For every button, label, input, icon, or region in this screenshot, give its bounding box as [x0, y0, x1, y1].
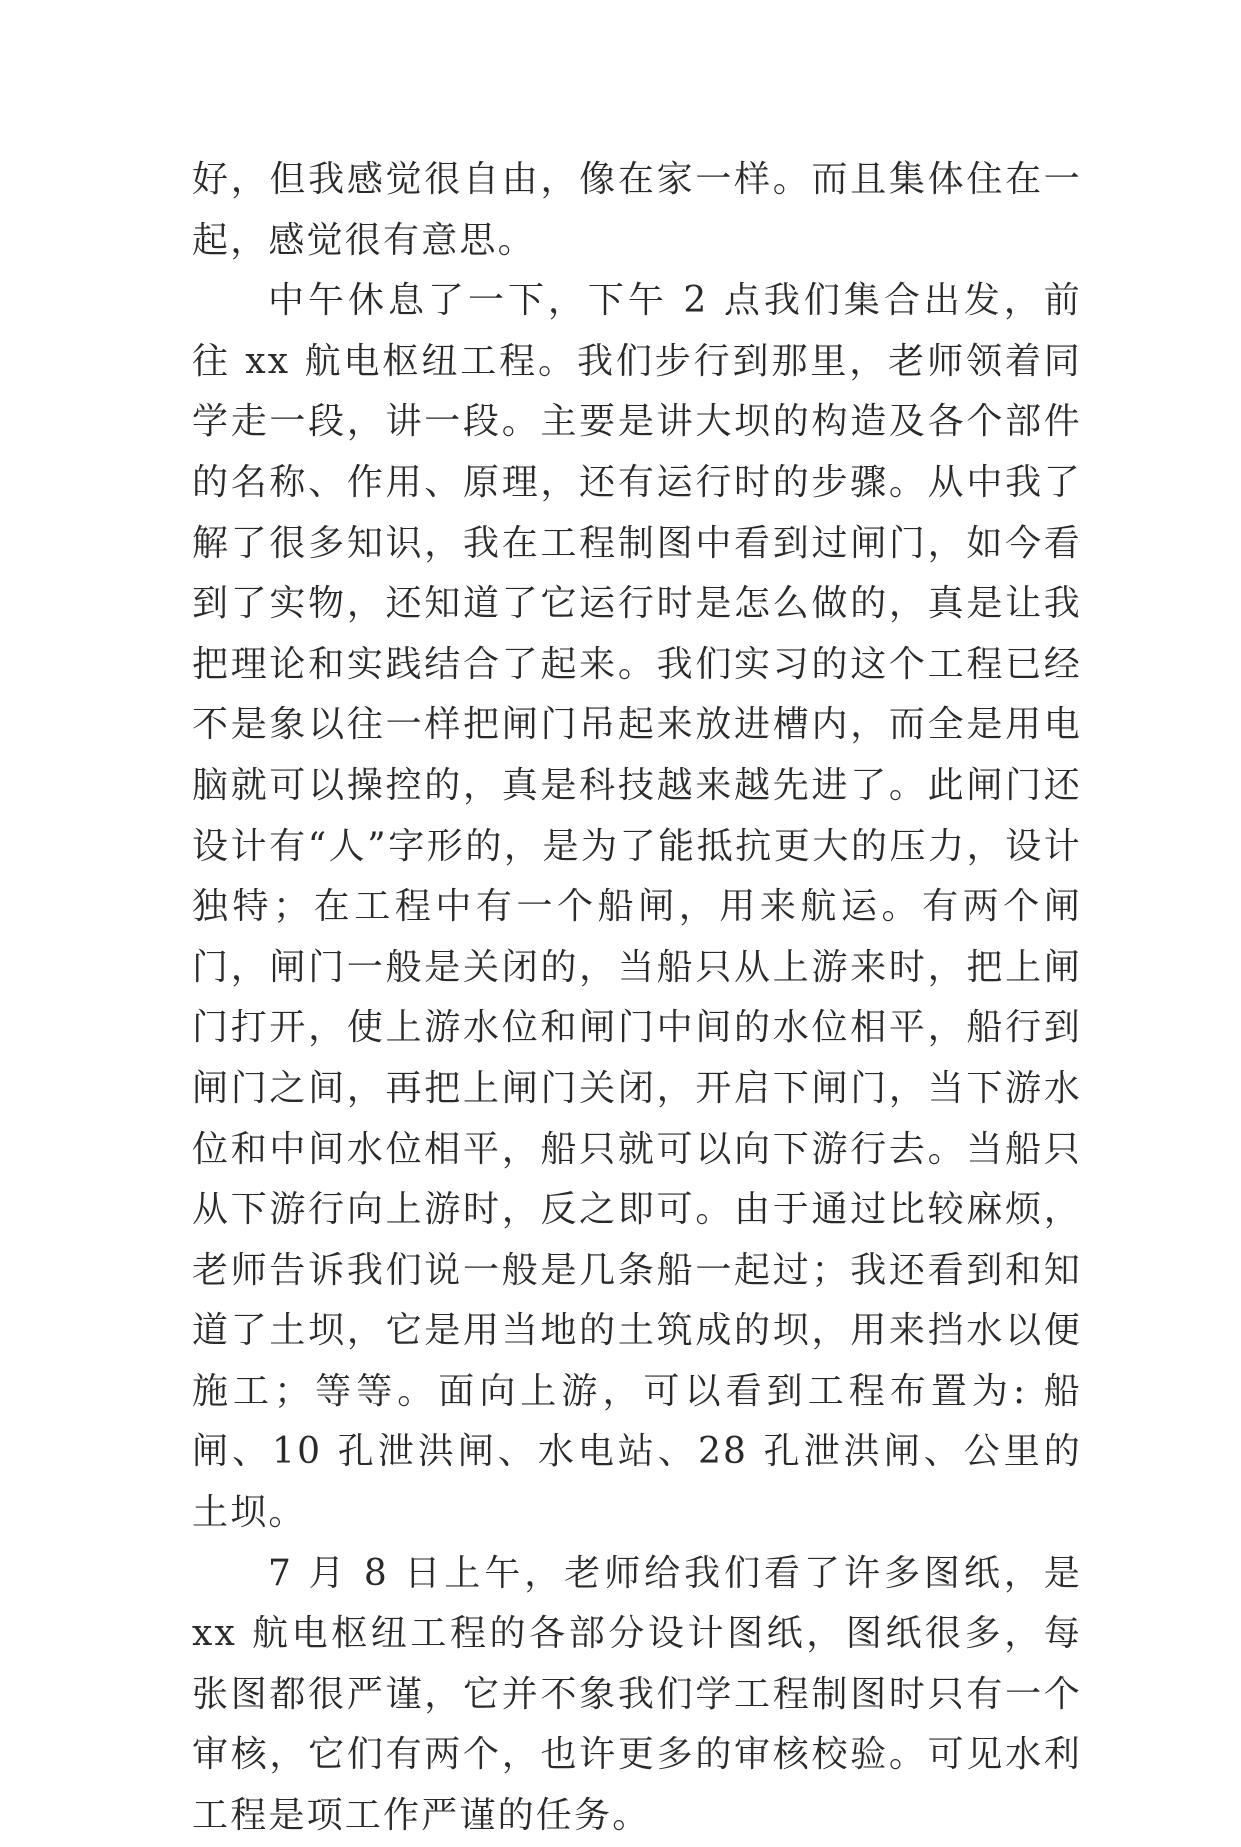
paragraph-2: 中午休息了一下，下午 2 点我们集合出发，前往 xx 航电枢纽工程。我们步行到那里，老师领着同学走一段，讲一段。主要是讲大坝的构造及各个部件的名称、作用、原理，还有运行时的步骤。从中我了解了很多知识，我在工程制图中看到过闸门，如今看到了实物，还知道了它运行时是怎么做的，真是让我把理论和实践结合了起来。我们实习的这个工程已经不是象以往一样把闸门吊起来放进槽内，而全是用电脑就可以操控的，真是科技越来越先进了。此闸门还设计有“人”字形的，是为了能抵抗更大的压力，设计独特；在工程中有一个船闸，用来航运。有两个闸门，闸门一般是关闭的，当船只从上游来时，把上闸门打开，使上游水位和闸门中间的水位相平，船行到闸门之间，再把上闸门关闭，开启下闸门，当下游水位和中间水位相平，船只就可以向下游行去。当船只从下游行向上游时，反之即可。由于通过比较麻烦，老师告诉我们说一般是几条船一起过；我还看到和知道了土坝，它是用当地的土筑成的坝，用来挡水以便施工；等等。面向上游，可以看到工程布置为: 船闸、10 孔泄洪闸、水电站、28 孔泄洪闸、公里的土坝。 [192, 280, 1082, 1534]
paragraph-1: 好，但我感觉很自由，像在家一样。而且集体住在一起，感觉很有意思。 [192, 159, 1082, 261]
body-text [192, 150, 1082, 1847]
paragraph-3: 7 月 8 日上午，老师给我们看了许多图纸，是 xx 航电枢纽工程的各部分设计图纸，图纸很多，每张图都很严谨，它并不象我们学工程制图时只有一个审核，它们有两个，也许更多的审核校验。可见水利工程是项工作严谨的任务。 [192, 1552, 1082, 1837]
